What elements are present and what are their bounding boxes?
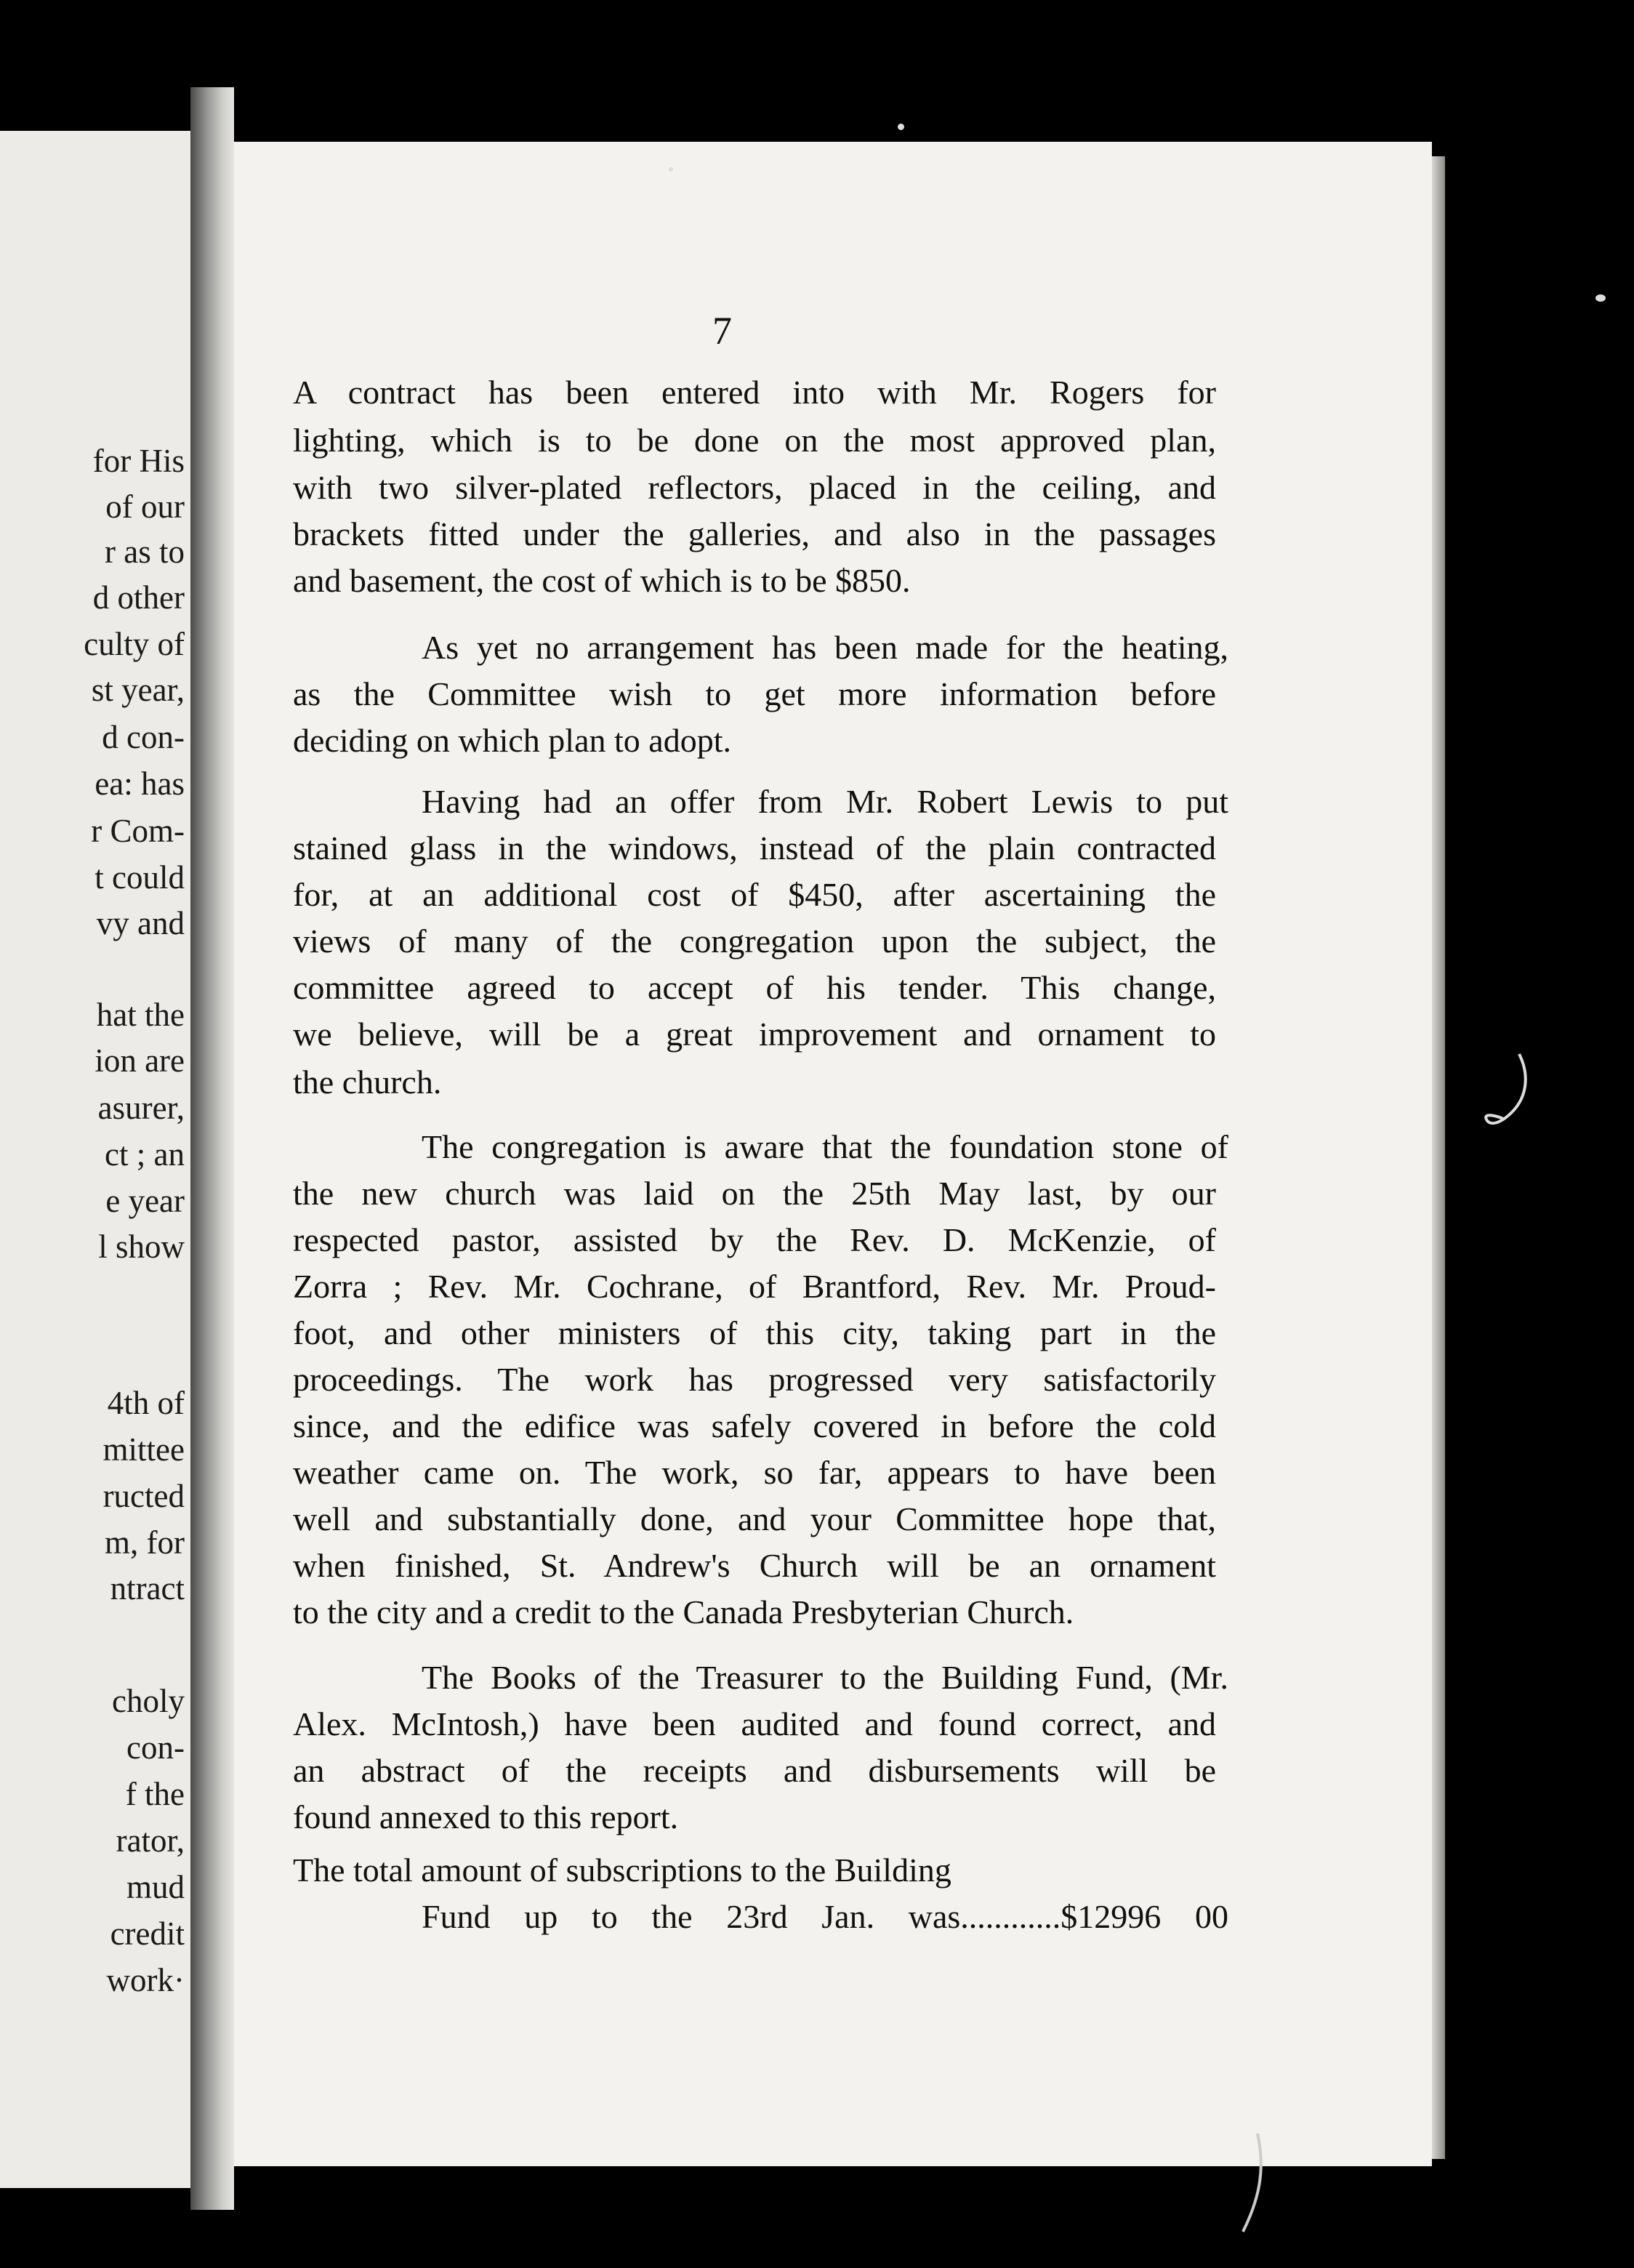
text-line: lighting, which is to be done on the most approved plan, bbox=[293, 422, 1216, 459]
text-line: weather came on. The work, so far, appears to have been bbox=[293, 1454, 1216, 1491]
left-line: ea: has bbox=[94, 765, 185, 802]
left-line: for His bbox=[92, 443, 185, 479]
left-line: mud bbox=[126, 1869, 185, 1905]
text-line: the new church was laid on the 25th May last, by our bbox=[293, 1175, 1216, 1212]
text-line: and basement, the cost of which is to be $850. bbox=[293, 562, 911, 599]
text-line: we believe, will be a great improvement and ornament to bbox=[293, 1016, 1216, 1053]
left-line: d other bbox=[92, 579, 185, 616]
left-line: work· bbox=[106, 1962, 185, 1998]
scan-speck bbox=[898, 124, 904, 130]
text-line: the church. bbox=[293, 1063, 442, 1101]
left-line: rator, bbox=[116, 1822, 185, 1859]
text-line: foot, and other ministers of this city, taking part in the bbox=[293, 1314, 1216, 1351]
text-line: Alex. McIntosh,) have been audited and found correct, and bbox=[293, 1705, 1216, 1742]
text-line: to the city and a credit to the Canada Presbyterian Church. bbox=[293, 1593, 1074, 1630]
left-line: ct ; an bbox=[105, 1136, 185, 1173]
text-line: The total amount of subscriptions to the Building bbox=[293, 1851, 951, 1889]
left-line: t could bbox=[94, 859, 185, 896]
text-line: Fund up to the 23rd Jan. was............$12996 00 bbox=[422, 1898, 1228, 1935]
scan-speck bbox=[1595, 294, 1606, 302]
text-line: views of many of the congregation upon the subject, the bbox=[293, 922, 1216, 960]
page-edge-shadow bbox=[1432, 156, 1445, 2159]
left-line: r as to bbox=[105, 534, 185, 570]
left-line: e year bbox=[105, 1183, 185, 1219]
left-line: ntract bbox=[110, 1570, 185, 1606]
text-line: committee agreed to accept of his tender. This change, bbox=[293, 969, 1216, 1006]
left-line: credit bbox=[110, 1915, 185, 1952]
text-line: stained glass in the windows, instead of the plain contracted bbox=[293, 829, 1216, 866]
hair-debris bbox=[1221, 2130, 1279, 2239]
text-line: Having had an offer from Mr. Robert Lewis to put bbox=[422, 783, 1228, 820]
left-line: st year, bbox=[91, 672, 185, 708]
left-line: f the bbox=[125, 1776, 185, 1812]
text-line: deciding on which plan to adopt. bbox=[293, 722, 731, 759]
scan-speck bbox=[669, 167, 673, 172]
left-page-fragment bbox=[0, 131, 190, 2188]
left-line: of our bbox=[105, 488, 185, 525]
text-line: proceedings. The work has progressed very satisfactorily bbox=[293, 1361, 1216, 1398]
hair-debris bbox=[1468, 1047, 1534, 1141]
left-line: asurer, bbox=[97, 1090, 185, 1126]
left-line: culty of bbox=[84, 626, 185, 662]
text-line: As yet no arrangement has been made for the heating, bbox=[422, 629, 1228, 666]
text-line: when finished, St. Andrew's Church will be an ornament bbox=[293, 1547, 1216, 1584]
left-line: mittee bbox=[102, 1431, 185, 1468]
left-line: hat the bbox=[96, 997, 185, 1033]
text-line: respected pastor, assisted by the Rev. D. McKenzie, of bbox=[293, 1221, 1216, 1258]
left-line: con- bbox=[126, 1729, 185, 1766]
left-line: choly bbox=[112, 1683, 185, 1719]
text-line: brackets fitted under the galleries, and also in the passages bbox=[293, 515, 1216, 552]
text-line: Zorra ; Rev. Mr. Cochrane, of Brantford, Rev. Mr. Proud- bbox=[293, 1268, 1216, 1305]
text-line: as the Committee wish to get more information before bbox=[293, 675, 1216, 712]
text-line: since, and the edifice was safely covered in before the cold bbox=[293, 1407, 1216, 1444]
page-number: 7 bbox=[712, 309, 732, 353]
left-line: l show bbox=[98, 1228, 185, 1265]
left-line: vy and bbox=[96, 905, 185, 941]
left-line: 4th of bbox=[107, 1385, 185, 1421]
text-line: A contract has been entered into with Mr. Rogers for bbox=[293, 374, 1216, 411]
text-line: with two silver-plated reflectors, placed in the ceiling, and bbox=[293, 469, 1216, 506]
left-line: d con- bbox=[102, 719, 185, 755]
text-line: The Books of the Treasurer to the Building Fund, (Mr. bbox=[422, 1659, 1228, 1696]
text-line: The congregation is aware that the foundation stone of bbox=[422, 1128, 1228, 1165]
left-line: ructed bbox=[102, 1478, 185, 1514]
left-line: m, for bbox=[105, 1524, 185, 1561]
left-line: r Com- bbox=[91, 813, 185, 849]
text-line: for, at an additional cost of $450, after ascertaining the bbox=[293, 876, 1216, 913]
text-line: an abstract of the receipts and disbursements will be bbox=[293, 1752, 1216, 1789]
text-line: found annexed to this report. bbox=[293, 1798, 679, 1835]
text-line: well and substantially done, and your Committee hope that, bbox=[293, 1500, 1216, 1537]
book-gutter bbox=[190, 87, 234, 2210]
left-line: ion are bbox=[94, 1042, 185, 1079]
